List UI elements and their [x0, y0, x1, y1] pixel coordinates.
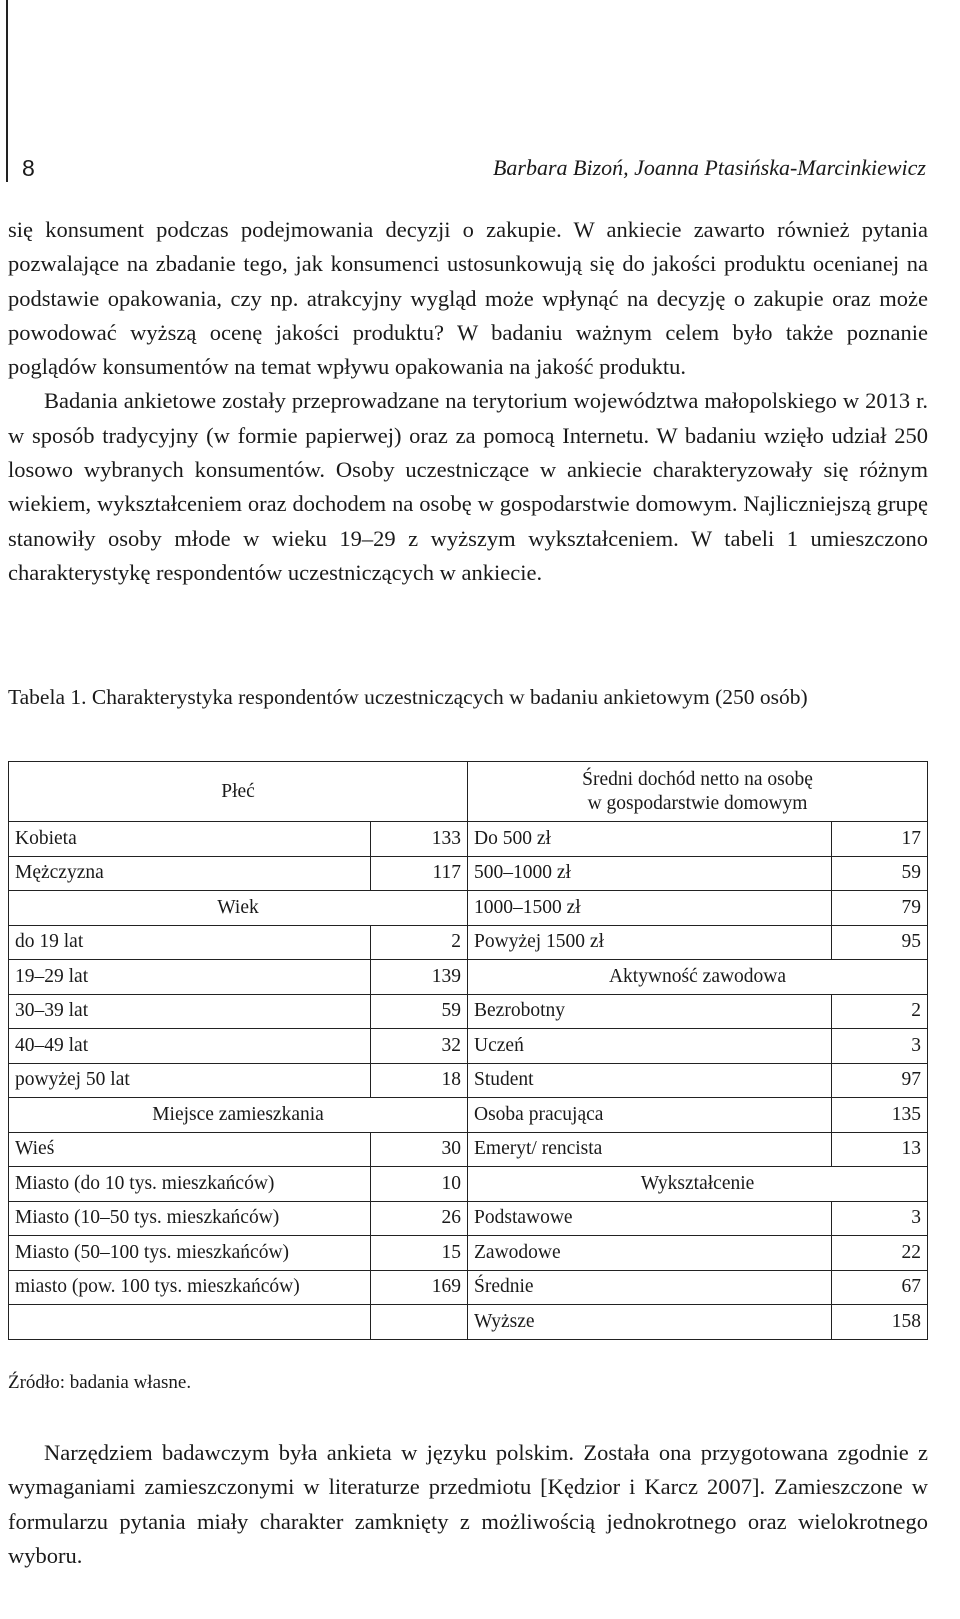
table-row	[9, 1098, 928, 1133]
paragraph: się konsument podczas podejmowania decyzji o zakupie. W ankiecie zawarto również pytania pozwalające na zbadanie tego, jak konsumenci ustosunkowują się do jakości produktu ocenianej na podstawie opakowania, czy np. atrakcyjny wygląd może wpłynąć na decyzję o zakupie oraz może powodować wyższą ocenę jakości produktu? W badaniu ważnym celem było także poznanie poglądów konsumentów na temat wpływu opakowania na jakość produktu.	[8, 217, 928, 380]
row-label: Mężczyzna	[9, 856, 371, 891]
row-value: 133	[371, 822, 468, 857]
row-label: Wieś	[9, 1132, 371, 1167]
header-income-line2: w gospodarstwie domowym	[587, 792, 808, 814]
row-value: 3	[832, 1029, 928, 1064]
table-source: Źródło: badania własne.	[8, 1372, 192, 1393]
section-heading: Miejsce zamieszkania	[9, 1098, 468, 1133]
table-row	[9, 1270, 928, 1305]
row-label	[9, 1305, 371, 1340]
row-value: 18	[371, 1063, 468, 1098]
section-heading: Wykształcenie	[468, 1167, 928, 1202]
row-label: Miasto (do 10 tys. mieszkańców)	[9, 1167, 371, 1202]
margin-rule	[6, 0, 8, 182]
table-row	[9, 925, 928, 960]
bottom-text	[8, 1436, 928, 1573]
row-label: Miasto (10–50 tys. mieszkańców)	[9, 1201, 371, 1236]
row-value: 15	[371, 1236, 468, 1271]
header-income-line1: Średni dochód netto na osobę	[582, 768, 813, 790]
row-value: 135	[832, 1098, 928, 1133]
row-label: miasto (pow. 100 tys. mieszkańców)	[9, 1270, 371, 1305]
table-row	[9, 891, 928, 926]
row-label: Osoba pracująca	[468, 1098, 832, 1133]
paragraph: Badania ankietowe zostały przeprowadzane na terytorium województwa małopolskiego w 2013 r. w sposób tradycyjny (w formie papierwej) oraz za pomocą Internetu. W badaniu wzięło udział 250 losowo wybranych konsumentów. Osoby uczestniczące w ankiecie charakteryzowały się różnym wiekiem, wykształceniem oraz dochodem na osobę w gospodarstwie domowym. Najliczniejszą grupę stanowiły osoby młode w wieku 19–29 z wyższym wykształceniem. W tabeli 1 umieszczono charakterystykę respondentów uczestniczących w ankiecie.	[8, 388, 928, 585]
table-row	[9, 960, 928, 995]
table-row	[9, 1305, 928, 1340]
table-caption: Tabela 1. Charakterystyka respondentów uczestniczących w badaniu ankietowym (250 osób)	[8, 685, 808, 709]
table-header-row	[9, 762, 928, 822]
row-value: 30	[371, 1132, 468, 1167]
row-label: 500–1000 zł	[468, 856, 832, 891]
row-value: 97	[832, 1063, 928, 1098]
respondents-table	[8, 761, 928, 1340]
row-label: Do 500 zł	[468, 822, 832, 857]
row-value: 95	[832, 925, 928, 960]
row-value: 2	[371, 925, 468, 960]
section-heading: Aktywność zawodowa	[468, 960, 928, 995]
row-value: 117	[371, 856, 468, 891]
row-label: Miasto (50–100 tys. mieszkańców)	[9, 1236, 371, 1271]
row-value: 79	[832, 891, 928, 926]
row-value: 17	[832, 822, 928, 857]
row-value: 139	[371, 960, 468, 995]
row-value: 10	[371, 1167, 468, 1202]
row-label: Kobieta	[9, 822, 371, 857]
row-value: 32	[371, 1029, 468, 1064]
row-value: 3	[832, 1201, 928, 1236]
row-value: 158	[832, 1305, 928, 1340]
row-value: 59	[371, 994, 468, 1029]
row-label: 30–39 lat	[9, 994, 371, 1029]
page-number: 8	[22, 155, 35, 181]
header-gender: Płeć	[9, 762, 468, 822]
row-label: powyżej 50 lat	[9, 1063, 371, 1098]
row-label: 1000–1500 zł	[468, 891, 832, 926]
row-label: Podstawowe	[468, 1201, 832, 1236]
table-row	[9, 822, 928, 857]
paragraph: Narzędziem badawczym była ankieta w języku polskim. Została ona przygotowana zgodnie z wymaganiami zamieszczonymi w literaturze przedmiotu [Kędzior i Karcz 2007]. Zamieszczone w formularzu pytania miały charakter zamknięty z możliwością jednokrotnego oraz wielokrotnego wyboru.	[8, 1440, 928, 1568]
row-value: 169	[371, 1270, 468, 1305]
top-text	[8, 213, 928, 590]
row-label: Uczeń	[468, 1029, 832, 1064]
section-heading: Wiek	[9, 891, 468, 926]
row-label: Zawodowe	[468, 1236, 832, 1271]
row-value: 26	[371, 1201, 468, 1236]
table-row	[9, 1063, 928, 1098]
row-label: Emeryt/ rencista	[468, 1132, 832, 1167]
running-head: Barbara Bizoń, Joanna Ptasińska-Marcinkiewicz	[492, 155, 926, 180]
table-row	[9, 856, 928, 891]
table-row	[9, 1029, 928, 1064]
row-label: Powyżej 1500 zł	[468, 925, 832, 960]
row-label: Wyższe	[468, 1305, 832, 1340]
table-row	[9, 1132, 928, 1167]
row-value: 22	[832, 1236, 928, 1271]
row-value: 13	[832, 1132, 928, 1167]
table-row	[9, 994, 928, 1029]
table-row	[9, 1236, 928, 1271]
header-income	[468, 762, 928, 822]
row-label: Bezrobotny	[468, 994, 832, 1029]
row-value: 2	[832, 994, 928, 1029]
table-row	[9, 1201, 928, 1236]
row-value: 59	[832, 856, 928, 891]
table-row	[9, 1167, 928, 1202]
row-value: 67	[832, 1270, 928, 1305]
row-label: Student	[468, 1063, 832, 1098]
row-label: do 19 lat	[9, 925, 371, 960]
row-label: Średnie	[468, 1270, 832, 1305]
row-value	[371, 1305, 468, 1340]
row-label: 40–49 lat	[9, 1029, 371, 1064]
row-label: 19–29 lat	[9, 960, 371, 995]
